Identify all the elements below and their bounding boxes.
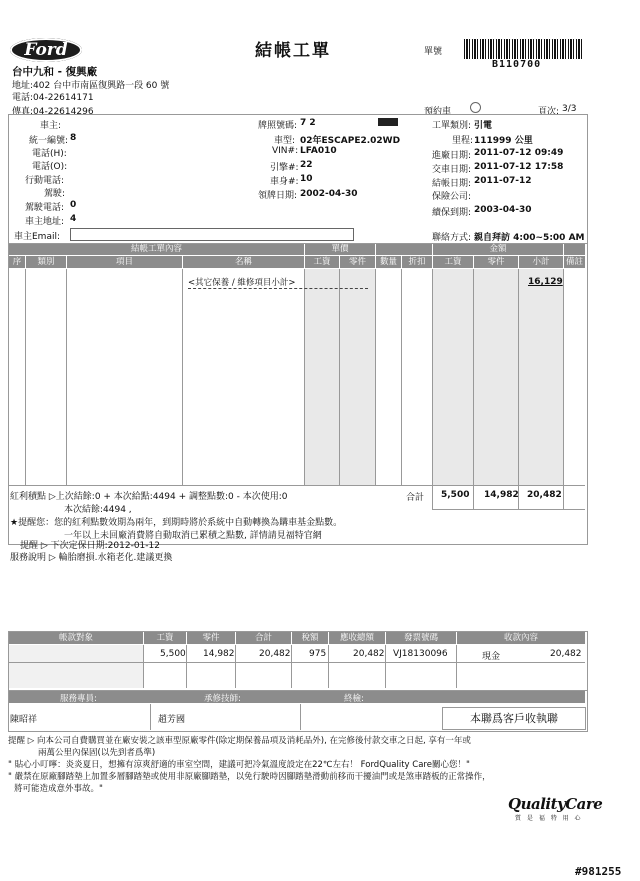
ford-logo: Ford (10, 38, 82, 62)
page-label: 頁次: (538, 107, 560, 117)
tech-label: 承修技師: (204, 694, 241, 704)
col-amount-parts: 零件 (474, 256, 518, 268)
col-amount-labor: 工資 (433, 256, 473, 268)
tech-name: 趙芳國 (158, 715, 186, 725)
col-subtotal: 小計 (519, 256, 563, 268)
order-no-label: 單號 (424, 47, 443, 57)
settle-date-label: 結帳日期: (432, 179, 472, 189)
col-item: 項目 (67, 256, 182, 268)
renew-value: 2003-04-30 (474, 205, 532, 215)
dealer-name: 台中九和 - 復興廠 (12, 66, 98, 78)
col-qty: 數量 (376, 256, 401, 268)
total-labor: 5,500 (441, 490, 470, 500)
driver-tel-value: 0 (70, 200, 77, 210)
in-date-value: 2011-07-12 09:49 (474, 148, 564, 158)
out-date-label: 交車日期: (432, 165, 472, 175)
items-group-amount: 金額 (433, 244, 563, 255)
work-type-label: 工單類別: (432, 121, 472, 131)
renew-label: 續保到期: (432, 208, 472, 218)
contact-label: 聯絡方式: (432, 233, 472, 243)
pay-method: 現金 (482, 652, 501, 662)
tip-line-2: " 嚴禁在原廠腳踏墊上加置多層腳踏墊或使用非原廠腳踏墊，以免行駛時因腳踏墊滑動前移而干擾油門或是煞車踏板的正常操作， (8, 772, 491, 782)
item-row-name: <其它保養 / 維修項目小計> (188, 276, 368, 289)
dealer-fax: 傳真:04-22614296 (12, 107, 94, 117)
advisor-name: 陳昭祥 (10, 715, 38, 725)
pay-paid: 20,482 (550, 649, 582, 659)
pay-col-labor: 工資 (144, 632, 186, 644)
total-label: 合計 (406, 493, 425, 503)
pay-target-shade (9, 645, 143, 688)
body-label: 車身#: (270, 177, 299, 187)
pay-col-tax: 稅額 (292, 632, 328, 644)
pay-receivable: 20,482 (353, 649, 385, 659)
warranty-line-1: 提醒 ▷ 向本公司自費購買並在廠安裝之該車型原廠零件(除定期保養品項及消耗品外), 在完修後付款交車之日起, 享有一年或 (8, 736, 471, 746)
pay-labor: 5,500 (160, 649, 186, 659)
tel-h-label: 電話(H): (32, 149, 67, 159)
pay-col-parts: 零件 (187, 632, 235, 644)
pay-col-total: 合計 (236, 632, 291, 644)
watermark-id: #981255 (575, 865, 622, 878)
page-value: 3/3 (562, 104, 577, 114)
amount-shade (433, 269, 563, 485)
engine-label: 引擎#: (270, 163, 299, 173)
barcode (464, 39, 582, 59)
service-note: 服務說明 ▷ 輪胎磨損.水箱老化.建議更換 (10, 553, 173, 563)
owner-addr-label: 車主地址: (25, 217, 65, 227)
settle-date-value: 2011-07-12 (474, 176, 532, 186)
items-group-content: 結帳工單內容 (9, 244, 304, 255)
price-shade (305, 269, 375, 485)
pay-total: 20,482 (259, 649, 291, 659)
driver-tel-label: 駕駛電話: (25, 203, 65, 213)
in-date-label: 進廠日期: (432, 151, 472, 161)
model-value: 02年ESCAPE2.02WD (300, 136, 401, 146)
pay-tax: 975 (309, 649, 327, 659)
id-label: 統一編號: (29, 136, 69, 146)
pay-col-receipt: 收款內容 (457, 632, 585, 644)
license-date-value: 2002-04-30 (300, 189, 358, 199)
out-date-value: 2011-07-12 17:58 (474, 162, 564, 172)
col-parts: 零件 (340, 256, 375, 268)
tip-line-1: " 貼心小叮嚀：炎炎夏日，想擁有涼爽舒適的車室空間，建議可把冷氣溫度設定在22℃左右！ FordQuality Care關心您！" (8, 760, 470, 770)
col-seq: 序 (9, 256, 25, 268)
advisor-label: 服務專員: (60, 694, 97, 704)
tel-o-label: 電話(O): (32, 162, 68, 172)
pay-col-target: 帳款對象 (9, 632, 143, 644)
points-line-2: 本次結餘:4494 , (64, 505, 132, 515)
pay-col-receivable: 應收總額 (329, 632, 385, 644)
points-line-1: 紅利積點 ▷上次結餘:0 + 本次給點:4494 + 調整點數:0 - 本次使用:0 (10, 492, 288, 502)
work-type-value: 引電 (474, 121, 493, 131)
mobile-label: 行動電話: (25, 176, 65, 186)
final-check-label: 終檢: (344, 694, 364, 704)
points-reminder-2: 一年以上未回廠消費將自動取消已累積之點數, 詳情請見福特官網 (64, 531, 322, 541)
contact-value: 親自拜訪 4:00~5:00 AM (474, 233, 585, 243)
driver-label: 駕駛: (44, 189, 66, 199)
mileage-label: 里程: (452, 136, 474, 146)
order-no: B110700 (492, 59, 542, 70)
dealer-address: 地址:402 台中市南區復興路一段 60 號 (12, 81, 170, 91)
vin-label: VIN#: (272, 146, 299, 156)
model-label: 車型: (274, 136, 296, 146)
redaction-mark (378, 118, 398, 126)
next-service-date: 提醒 ▷ 下次定保日期:2012-01-12 (20, 541, 160, 551)
dealer-phone: 電話:04-22614171 (12, 93, 94, 103)
plate-label: 牌照號碼: (258, 121, 298, 131)
items-group-price: 單價 (305, 244, 375, 255)
warranty-line-2: 兩萬公里內保固(以先到者爲準) (38, 748, 156, 758)
pay-col-invoice: 發票號碼 (386, 632, 456, 644)
customer-copy-label: 本聯爲客戶收執聯 (442, 707, 586, 730)
page-title: 結帳工單 (255, 41, 331, 61)
vin-value: LFA010 (300, 146, 337, 156)
pay-invoice: VJ18130096 (393, 649, 448, 659)
item-row-subtotal: 16,129 (528, 277, 563, 287)
pay-parts: 14,982 (203, 649, 235, 659)
col-category: 類別 (26, 256, 66, 268)
items-group-blank2 (564, 244, 585, 255)
col-discount: 折扣 (402, 256, 432, 268)
tip-line-3: 將可能造成意外事故。" (14, 784, 103, 794)
insurance-label: 保險公司: (432, 192, 472, 202)
col-name: 名稱 (183, 256, 304, 268)
col-labor: 工資 (305, 256, 339, 268)
total-parts: 14,982 (484, 490, 519, 500)
owner-label: 車主: (40, 121, 62, 131)
mileage-value: 111999 公里 (474, 136, 533, 146)
plate-value: 7 2 (300, 118, 316, 128)
items-group-blank (376, 244, 432, 255)
license-date-label: 領牌日期: (258, 191, 298, 201)
email-field (70, 228, 354, 241)
body-value: 10 (300, 174, 313, 184)
id-value: 8 (70, 133, 77, 143)
owner-addr-value: 4 (70, 214, 77, 224)
engine-value: 22 (300, 160, 313, 170)
points-reminder-1: ★提醒您：您的紅利點數效期為兩年，到期時將於系統中自動轉換為購車基金點數。 (10, 518, 343, 528)
quality-care-logo: QualityCare (508, 795, 603, 813)
quality-care-tagline: 質 是 福 特 用 心 (515, 815, 583, 822)
reservation-checkbox (470, 102, 481, 113)
total-sum: 20,482 (527, 490, 562, 500)
email-label: 車主Email: (14, 232, 61, 242)
reservation-label: 預約車 (424, 107, 452, 117)
col-note: 備註 (565, 257, 583, 267)
